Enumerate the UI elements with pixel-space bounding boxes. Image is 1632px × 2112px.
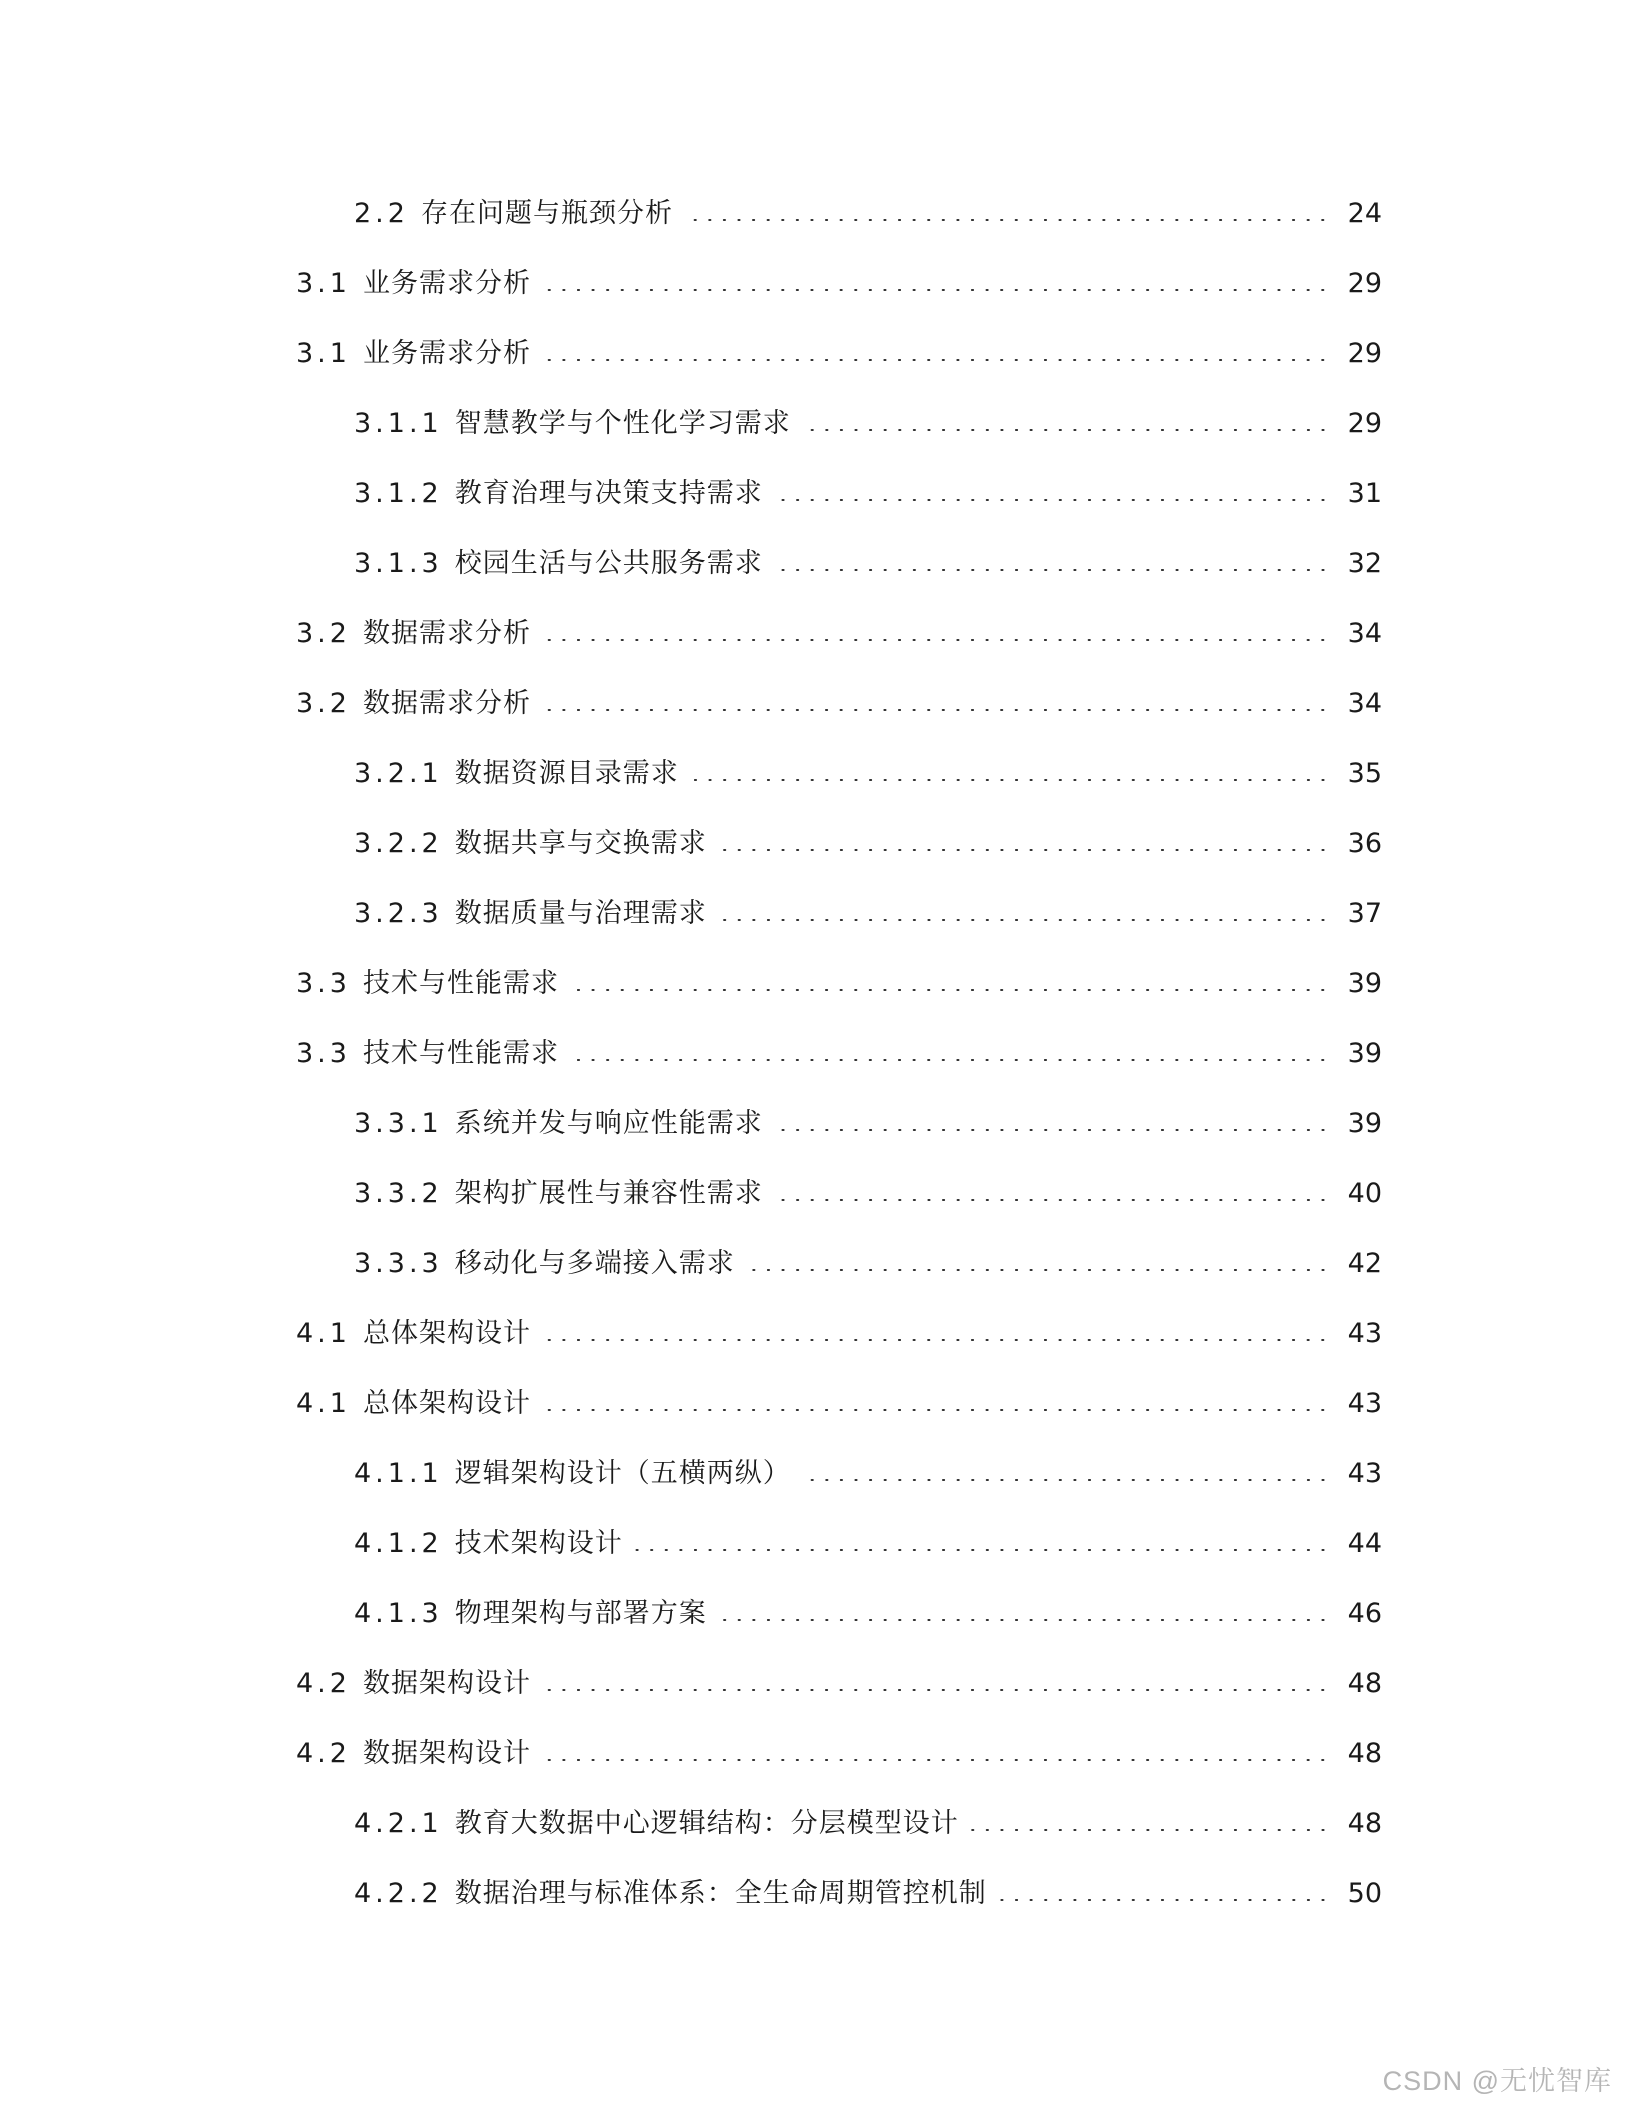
toc-entry[interactable] — [0, 388, 1632, 458]
toc-entry-number: 4.1.2 — [354, 1527, 443, 1559]
toc-entry[interactable] — [0, 1158, 1632, 1228]
toc-entry-title: 数据质量与治理需求 — [454, 897, 707, 929]
toc-entry[interactable] — [0, 668, 1632, 738]
toc-entry[interactable] — [0, 1788, 1632, 1858]
toc-entry-title: 数据需求分析 — [362, 617, 531, 649]
toc-entry-number: 3.2 — [296, 617, 351, 649]
toc-entry-number: 4.1.3 — [354, 1597, 443, 1629]
dot-leader — [541, 1339, 1330, 1341]
toc-entry-number: 3.3 — [296, 967, 351, 999]
toc-entry[interactable] — [0, 1508, 1632, 1578]
toc-entry-number: 4.1.1 — [354, 1457, 443, 1489]
toc-entry-title: 数据架构设计 — [362, 1737, 531, 1769]
toc-entry-title: 架构扩展性与兼容性需求 — [454, 1177, 763, 1209]
toc-entry[interactable] — [0, 878, 1632, 948]
toc-entry-title: 数据资源目录需求 — [454, 757, 679, 789]
toc-entry-title: 教育大数据中心逻辑结构：分层模型设计 — [454, 1807, 959, 1839]
dot-leader — [541, 639, 1330, 641]
dot-leader — [745, 1269, 1330, 1271]
dot-leader — [773, 569, 1330, 571]
toc-entry-page-number: 42 — [1347, 1247, 1382, 1279]
dot-leader — [689, 779, 1330, 781]
toc-entry-number: 4.2.2 — [354, 1877, 443, 1909]
dot-leader — [569, 1059, 1330, 1061]
toc-entry-page-number: 39 — [1347, 1037, 1382, 1069]
toc-entry-page-number: 40 — [1347, 1177, 1382, 1209]
toc-entry[interactable] — [0, 528, 1632, 598]
dot-leader — [541, 709, 1330, 711]
toc-entry[interactable] — [0, 1018, 1632, 1088]
toc-entry[interactable] — [0, 318, 1632, 388]
toc-entry-title: 教育治理与决策支持需求 — [454, 477, 763, 509]
dot-leader — [773, 1129, 1330, 1131]
toc-entry-page-number: 29 — [1347, 267, 1382, 299]
toc-entry-number: 3.3.2 — [354, 1177, 443, 1209]
toc-entry[interactable] — [0, 1298, 1632, 1368]
toc-entry-number: 3.1.3 — [354, 547, 443, 579]
toc-entry-number: 2.2 — [354, 197, 409, 229]
toc-entry-title: 系统并发与响应性能需求 — [454, 1107, 763, 1139]
toc-entry-page-number: 48 — [1347, 1807, 1382, 1839]
toc-entry-number: 3.1 — [296, 337, 351, 369]
toc-entry-number: 3.3.3 — [354, 1247, 443, 1279]
toc-entry-page-number: 34 — [1347, 617, 1382, 649]
toc-entry-page-number: 48 — [1347, 1667, 1382, 1699]
toc-entry-number: 3.2 — [296, 687, 351, 719]
toc-entry-page-number: 43 — [1347, 1457, 1382, 1489]
toc-entry-page-number: 29 — [1347, 337, 1382, 369]
dot-leader — [541, 1689, 1330, 1691]
toc-entry[interactable] — [0, 1088, 1632, 1158]
toc-entry-number: 4.2.1 — [354, 1807, 443, 1839]
toc-entry-number: 4.1 — [296, 1387, 351, 1419]
toc-entry[interactable] — [0, 1228, 1632, 1298]
toc-entry-title: 逻辑架构设计（五横两纵） — [454, 1457, 791, 1489]
toc-entry-number: 4.1 — [296, 1317, 351, 1349]
dot-leader — [569, 989, 1330, 991]
toc-entry-title: 技术与性能需求 — [362, 1037, 559, 1069]
dot-leader — [541, 359, 1330, 361]
toc-entry-number: 3.1.2 — [354, 477, 443, 509]
toc-entry-title: 数据共享与交换需求 — [454, 827, 707, 859]
toc-entry-title: 物理架构与部署方案 — [454, 1597, 707, 1629]
dot-leader — [541, 1409, 1330, 1411]
toc-entry-number: 3.2.3 — [354, 897, 443, 929]
toc-entry-title: 数据需求分析 — [362, 687, 531, 719]
toc-entry[interactable] — [0, 248, 1632, 318]
toc-entry-title: 总体架构设计 — [362, 1317, 531, 1349]
dot-leader — [541, 289, 1330, 291]
toc-entry-page-number: 35 — [1347, 757, 1382, 789]
toc-entry[interactable] — [0, 1718, 1632, 1788]
dot-leader — [997, 1899, 1330, 1901]
toc-entry-page-number: 43 — [1347, 1387, 1382, 1419]
toc-entry-page-number: 29 — [1347, 407, 1382, 439]
dot-leader — [717, 849, 1330, 851]
dot-leader — [773, 1199, 1330, 1201]
toc-entry-title: 移动化与多端接入需求 — [454, 1247, 735, 1279]
toc-entry-number: 3.2.1 — [354, 757, 443, 789]
toc-entry-title: 智慧教学与个性化学习需求 — [454, 407, 791, 439]
toc-entry[interactable] — [0, 1648, 1632, 1718]
toc-entry-title: 校园生活与公共服务需求 — [454, 547, 763, 579]
toc-entry[interactable] — [0, 948, 1632, 1018]
toc-entry[interactable] — [0, 1858, 1632, 1928]
dot-leader — [773, 499, 1330, 501]
toc-entry-number: 3.2.2 — [354, 827, 443, 859]
toc-entry-page-number: 50 — [1347, 1877, 1382, 1909]
toc-entry-title: 数据架构设计 — [362, 1667, 531, 1699]
toc-entry-page-number: 36 — [1347, 827, 1382, 859]
toc-entry[interactable] — [0, 808, 1632, 878]
toc-entry-number: 3.1.1 — [354, 407, 443, 439]
toc-entry-title: 总体架构设计 — [362, 1387, 531, 1419]
toc-entry-number: 3.3.1 — [354, 1107, 443, 1139]
dot-leader — [717, 919, 1330, 921]
toc-entry-number: 4.2 — [296, 1737, 351, 1769]
dot-leader — [717, 1619, 1330, 1621]
toc-entry-page-number: 37 — [1347, 897, 1382, 929]
toc-entry-page-number: 43 — [1347, 1317, 1382, 1349]
toc-entry[interactable] — [0, 1438, 1632, 1508]
toc-entry-number: 3.3 — [296, 1037, 351, 1069]
toc-entry[interactable] — [0, 738, 1632, 808]
watermark: CSDN @无忧智库 — [1382, 2066, 1612, 2096]
toc-entry-page-number: 31 — [1347, 477, 1382, 509]
dot-leader — [969, 1829, 1330, 1831]
toc-entry-title: 业务需求分析 — [362, 337, 531, 369]
toc-entry-page-number: 39 — [1347, 967, 1382, 999]
toc-entry[interactable] — [0, 1368, 1632, 1438]
toc-entry-number: 4.2 — [296, 1667, 351, 1699]
toc-entry-page-number: 24 — [1347, 197, 1382, 229]
dot-leader — [633, 1549, 1330, 1551]
dot-leader — [683, 219, 1330, 221]
dot-leader — [541, 1759, 1330, 1761]
dot-leader — [801, 429, 1330, 431]
dot-leader — [801, 1479, 1330, 1481]
toc-entry-page-number: 39 — [1347, 1107, 1382, 1139]
toc-entry[interactable] — [0, 458, 1632, 528]
toc-entry-page-number: 46 — [1347, 1597, 1382, 1629]
toc-entry-page-number: 48 — [1347, 1737, 1382, 1769]
toc-entry-page-number: 34 — [1347, 687, 1382, 719]
toc-entry-title: 技术架构设计 — [454, 1527, 623, 1559]
toc-entry-title: 数据治理与标准体系：全生命周期管控机制 — [454, 1877, 987, 1909]
toc-entry-title: 业务需求分析 — [362, 267, 531, 299]
toc-entry[interactable] — [0, 178, 1632, 248]
toc-entry-number: 3.1 — [296, 267, 351, 299]
table-of-contents — [0, 178, 1632, 1928]
toc-entry-title: 存在问题与瓶颈分析 — [420, 197, 673, 229]
toc-entry-page-number: 32 — [1347, 547, 1382, 579]
toc-entry-title: 技术与性能需求 — [362, 967, 559, 999]
toc-entry[interactable] — [0, 598, 1632, 668]
toc-entry[interactable] — [0, 1578, 1632, 1648]
toc-entry-page-number: 44 — [1347, 1527, 1382, 1559]
